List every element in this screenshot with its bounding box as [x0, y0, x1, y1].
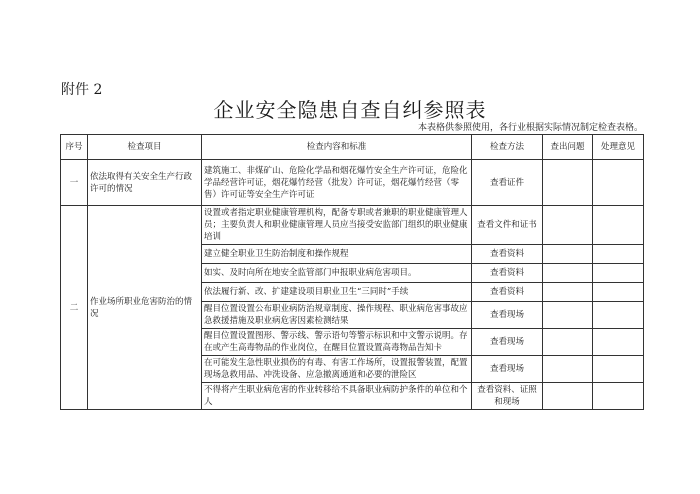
table-row: [61, 160, 644, 206]
table-row: [61, 206, 644, 245]
attachment-label: 附件 2: [61, 82, 103, 98]
content-cell: 在可能发生急性职业损伤的有毒、有害工作场所，设置报警装置，配置现场急救用品、冲洗设备、应急撤离通道和必要的泄险区: [202, 356, 472, 383]
opinion-cell: [593, 206, 644, 245]
problem-cell: [543, 160, 593, 206]
content-cell: 醒目位置设置图形、警示线、警示语句等警示标识和中文警示说明。存在或产生高毒物品的作业岗位，在醒目位置设置高毒物品告知卡: [202, 329, 472, 356]
opinion-cell: [593, 160, 644, 206]
seq-cell: 二: [61, 206, 88, 410]
usage-note: 本表格供参照使用，各行业根据实际情况制定检查表格。: [417, 123, 643, 133]
content-cell: 设置或者指定职业健康管理机构，配备专职或者兼职的职业健康管理人员；主要负责人和职业健康管理人员应当接受安监部门组织的职业健康培训: [202, 206, 472, 245]
opinion-cell: [593, 356, 644, 383]
method-cell: 查看现场: [472, 356, 543, 383]
content-cell: 依法履行新、改、扩建建设项目职业卫生“三同时”手续: [202, 283, 472, 302]
seq-cell: 一: [61, 160, 88, 206]
problem-cell: [543, 264, 593, 283]
problem-cell: [543, 283, 593, 302]
method-cell: 查看资料: [472, 264, 543, 283]
header-opinion: 处理意见: [593, 135, 644, 160]
method-cell: 查看资料: [472, 245, 543, 264]
content-cell: 建筑施工、非煤矿山、危险化学品和烟花爆竹安全生产许可证，危险化学品经营许可证，烟花爆竹经营（批发）许可证，烟花爆竹经营（零售）许可证等安全生产许可证: [202, 160, 472, 206]
method-cell: 查看资料、证照和现场: [472, 383, 543, 410]
header-item: 检查项目: [88, 135, 202, 160]
problem-cell: [543, 356, 593, 383]
inspection-table: [60, 134, 644, 410]
content-cell: 建立健全职业卫生防治制度和操作规程: [202, 245, 472, 264]
method-cell: 查看现场: [472, 329, 543, 356]
method-cell: 查看证件: [472, 160, 543, 206]
item-cell: 依法取得有关安全生产行政许可的情况: [88, 160, 202, 206]
table-header-row: [61, 135, 644, 160]
opinion-cell: [593, 302, 644, 329]
method-cell: 查看资料: [472, 283, 543, 302]
content-cell: 如实、及时向所在地安全监管部门申报职业病危害项目。: [202, 264, 472, 283]
opinion-cell: [593, 283, 644, 302]
opinion-cell: [593, 383, 644, 410]
content-cell: 不得将产生职业病危害的作业转移给不具备职业病防护条件的单位和个人: [202, 383, 472, 410]
opinion-cell: [593, 245, 644, 264]
header-content: 检查内容和标准: [202, 135, 472, 160]
opinion-cell: [593, 329, 644, 356]
header-method: 检查方法: [472, 135, 543, 160]
problem-cell: [543, 206, 593, 245]
item-cell: 作业场所职业危害防治的情况: [88, 206, 202, 410]
page-title: 企业安全隐患自查自纠参照表: [213, 98, 487, 122]
method-cell: 查看文件和证书: [472, 206, 543, 245]
header-problem: 查出问题: [543, 135, 593, 160]
problem-cell: [543, 302, 593, 329]
problem-cell: [543, 383, 593, 410]
header-seq: 序号: [61, 135, 88, 160]
problem-cell: [543, 245, 593, 264]
opinion-cell: [593, 264, 644, 283]
problem-cell: [543, 329, 593, 356]
content-cell: 醒目位置设置公布职业病防治规章制度、操作规程、职业病危害事故应急救援措施及职业病危害因素检测结果: [202, 302, 472, 329]
method-cell: 查看现场: [472, 302, 543, 329]
